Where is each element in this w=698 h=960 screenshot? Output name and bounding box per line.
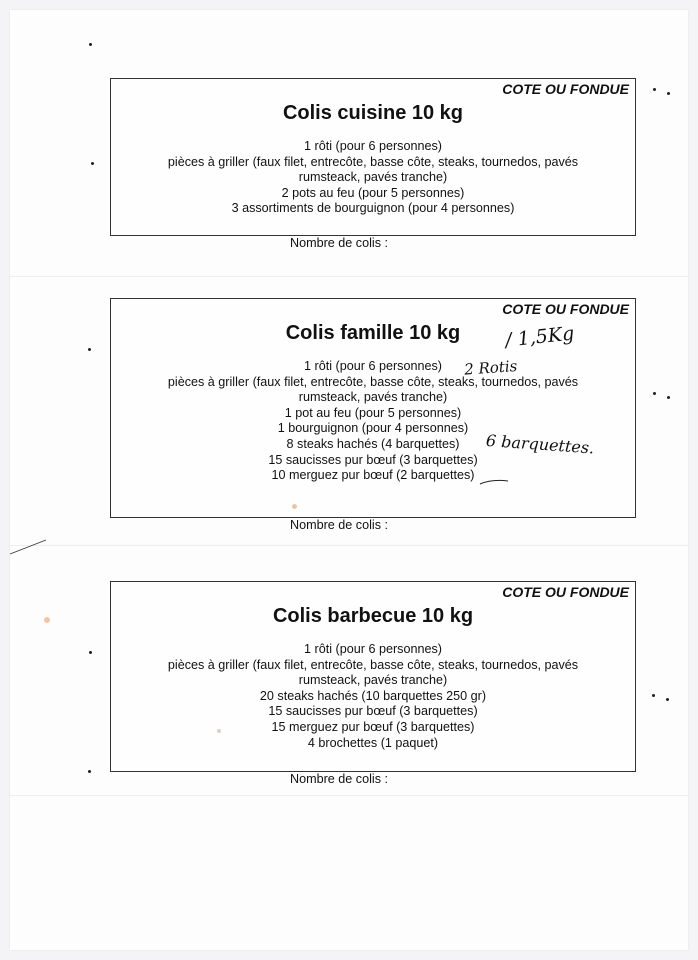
scan-speck (653, 88, 656, 91)
scan-speck (91, 162, 94, 165)
contents-line: 15 saucisses pur bœuf (3 barquettes) (268, 452, 478, 467)
box-title: Colis cuisine 10 kg (282, 102, 464, 124)
contents-line: 4 brochettes (1 paquet) (307, 735, 439, 750)
fold-line (10, 795, 688, 796)
fold-line (10, 276, 688, 277)
contents-line: 1 bourguignon (pour 4 personnes) (277, 421, 469, 436)
nombre-de-colis-label: Nombre de colis : (290, 772, 388, 786)
scan-speck (666, 698, 669, 701)
contents-line: pièces à griller (faux filet, entrecôte, basse côte, steaks, tournedos, pavés (167, 657, 579, 672)
handwritten-rotis-annotation (462, 350, 542, 380)
scan-speck (88, 770, 91, 773)
contents-line: 15 merguez pur bœuf (3 barquettes) (271, 719, 475, 734)
colis-barbecue-box (110, 581, 636, 772)
cote-ou-fondue-badge: COTE OU FONDUE (502, 301, 629, 317)
handwritten-barquettes-annotation (484, 426, 614, 460)
contents-line: pièces à griller (faux filet, entrecôte, basse côte, steaks, tournedos, pavés (167, 374, 579, 389)
contents-list (111, 139, 635, 217)
scan-speck (667, 92, 670, 95)
cote-ou-fondue-badge: COTE OU FONDUE (502, 81, 629, 97)
contents-line: 1 rôti (pour 6 personnes) (304, 642, 442, 656)
colis-cuisine-box (110, 78, 636, 236)
scan-speck (89, 651, 92, 654)
box-title: Colis barbecue 10 kg (272, 605, 474, 627)
handwritten-text: 2 Rotis (463, 356, 518, 379)
contents-line: rumsteack, pavés tranche) (298, 170, 448, 185)
contents-list (111, 642, 635, 751)
scan-speck (88, 348, 91, 351)
handwritten-text: / 1,5Kg (504, 322, 576, 352)
contents-line: 1 rôti (pour 6 personnes) (304, 359, 442, 373)
box-title: Colis famille 10 kg (285, 322, 461, 344)
scan-speck (652, 694, 655, 697)
scan-stain (217, 729, 221, 733)
contents-line: 2 pots au feu (pour 5 personnes) (281, 185, 465, 200)
pen-mark (10, 536, 50, 556)
contents-line: 1 rôti (pour 6 personnes) (304, 139, 442, 153)
pen-strike-mark (478, 476, 514, 488)
contents-list (111, 356, 635, 484)
contents-line: 3 assortiments de bourguignon (pour 4 personnes) (231, 201, 515, 216)
contents-line: 10 merguez pur bœuf (2 barquettes) (271, 468, 475, 483)
fold-line (10, 545, 688, 546)
cote-ou-fondue-badge: COTE OU FONDUE (502, 584, 629, 600)
contents-line: 15 saucisses pur bœuf (3 barquettes) (268, 704, 478, 719)
scan-speck (653, 392, 656, 395)
scan-stain (44, 617, 50, 623)
scan-speck (89, 43, 92, 46)
contents-line: rumsteack, pavés tranche) (298, 390, 448, 405)
nombre-de-colis-label: Nombre de colis : (290, 236, 388, 250)
scan-stain (292, 504, 297, 509)
nombre-de-colis-label: Nombre de colis : (290, 518, 388, 532)
contents-line: pièces à griller (faux filet, entrecôte, basse côte, steaks, tournedos, pavés (167, 154, 579, 169)
contents-line: rumsteack, pavés tranche) (298, 673, 448, 688)
handwritten-text: 6 barquettes. (485, 430, 595, 458)
contents-line: 1 pot au feu (pour 5 personnes) (284, 405, 462, 420)
handwritten-weight-annotation (500, 315, 590, 355)
scan-speck (667, 396, 670, 399)
contents-line: 20 steaks hachés (10 barquettes 250 gr) (259, 688, 487, 703)
contents-line: 8 steaks hachés (4 barquettes) (286, 436, 460, 451)
